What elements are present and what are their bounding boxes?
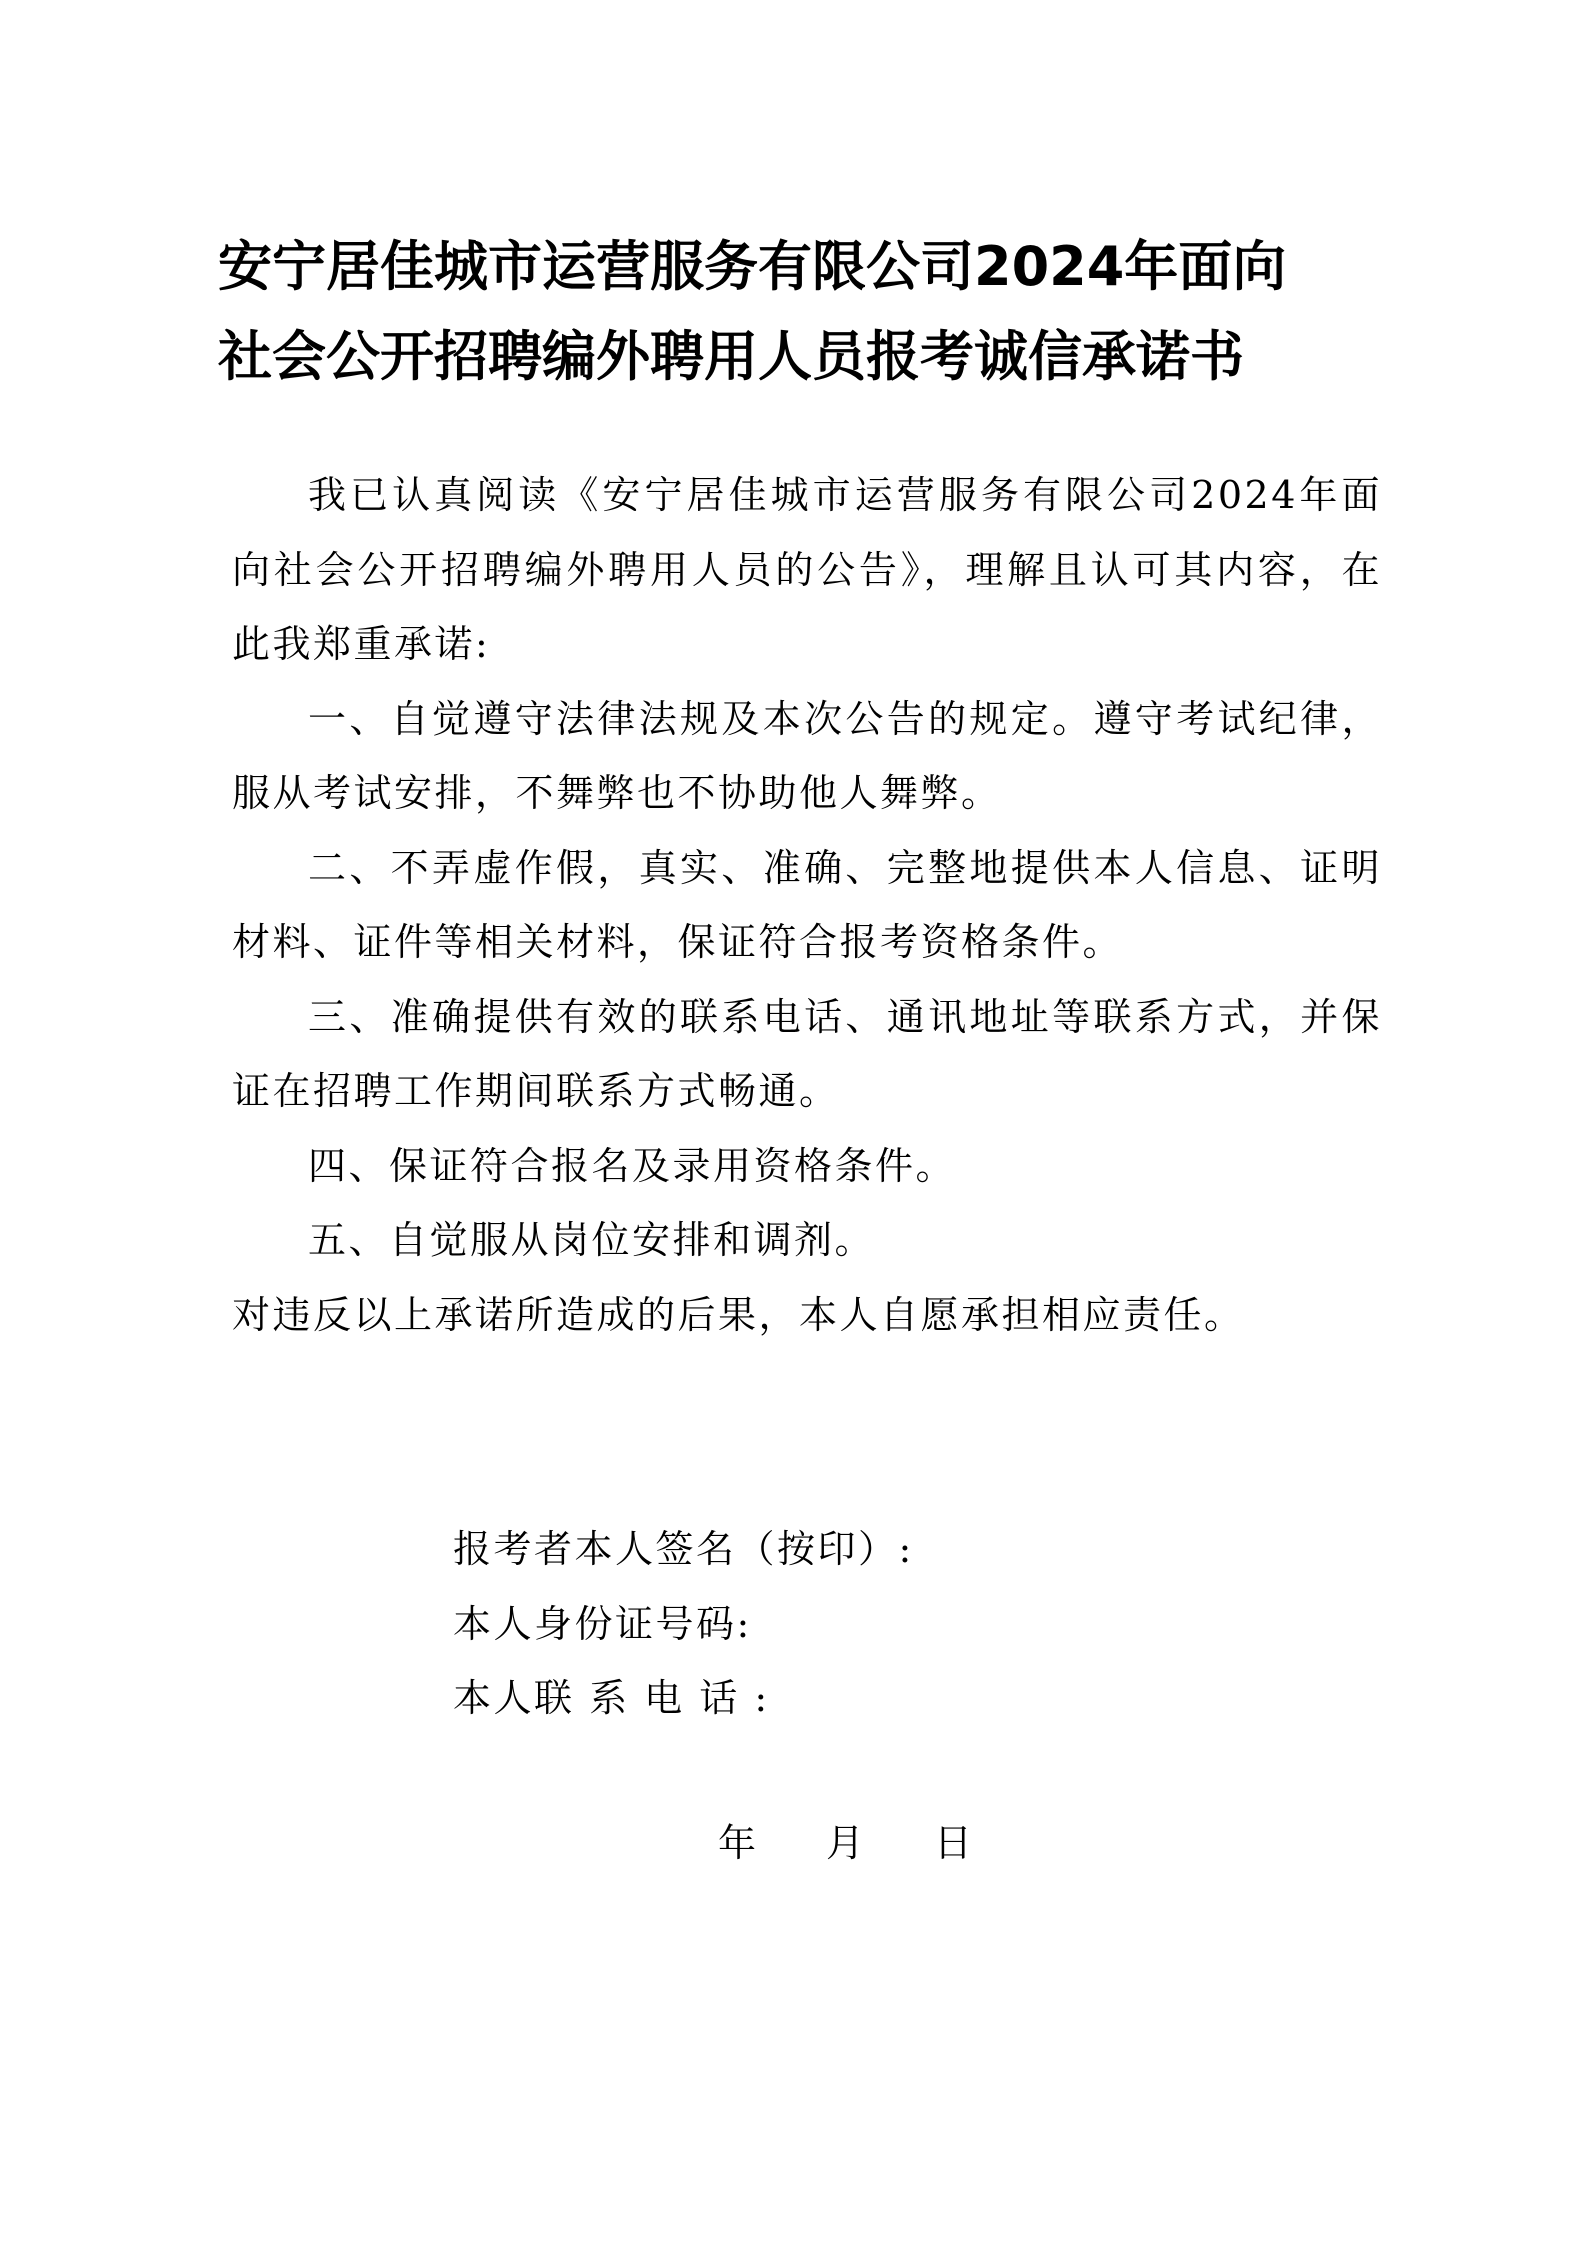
clause-1: 一、自觉遵守法律法规及本次公告的规定。遵守考试纪律，服从考试安排，不舞弊也不协助他人舞弊。 bbox=[232, 696, 1382, 815]
document-title bbox=[218, 222, 1398, 402]
document-body bbox=[232, 458, 1382, 1352]
title-line-2: 社会公开招聘编外聘用人员报考诚信承诺书 bbox=[218, 325, 1244, 388]
title-line-1: 安宁居佳城市运营服务有限公司2024年面向 bbox=[218, 235, 1287, 298]
clause-4: 四、保证符合报名及录用资格条件。 bbox=[308, 1143, 957, 1188]
intro-paragraph: 我已认真阅读《安宁居佳城市运营服务有限公司2024年面向社会公开招聘编外聘用人员的公告》，理解且认可其内容，在此我郑重承诺: bbox=[232, 473, 1382, 666]
date-year: 年 bbox=[718, 1821, 757, 1865]
date-month: 月 bbox=[826, 1821, 865, 1865]
clause-5: 五、自觉服从岗位安排和调剂。 bbox=[308, 1218, 876, 1262]
date-line bbox=[718, 1806, 972, 1881]
signature-name-label: 报考者本人签名（按印）: bbox=[453, 1527, 914, 1571]
clause-3: 三、准确提供有效的联系电话、通讯地址等联系方式，并保证在招聘工作期间联系方式畅通。 bbox=[232, 994, 1382, 1113]
closing-statement: 对违反以上承诺所造成的后果，本人自愿承担相应责任。 bbox=[232, 1292, 1245, 1337]
signature-id-label: 本人身份证号码: bbox=[453, 1601, 752, 1646]
clause-2: 二、不弄虚作假，真实、准确、完整地提供本人信息、证明材料、证件等相关材料，保证符合报考资格条件。 bbox=[232, 845, 1382, 964]
date-day: 日 bbox=[934, 1821, 973, 1865]
signature-block bbox=[453, 1512, 914, 1736]
signature-phone-label: 本人联 系 电 话 : bbox=[453, 1676, 770, 1720]
